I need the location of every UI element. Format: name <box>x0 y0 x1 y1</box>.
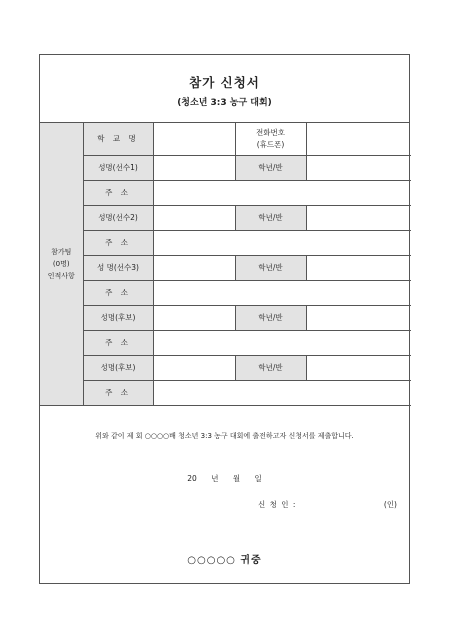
statement-text: 위와 같이 제 회 ○○○○배 청소년 3:3 농구 대회에 출전하고자 신청서를 제출합니다. <box>95 432 354 440</box>
player3-name-field[interactable] <box>153 255 235 280</box>
player1-name-label: 성명(선수1) <box>83 155 153 180</box>
player1-address-label: 주 소 <box>83 180 153 205</box>
sub1-grade-field[interactable] <box>306 305 411 330</box>
player3-name-label: 성 명(선수3) <box>83 255 153 280</box>
player2-name-label: 성명(선수2) <box>83 205 153 230</box>
sub2-name-field[interactable] <box>153 355 235 380</box>
seal-label: (인) <box>383 500 397 509</box>
sub1-name-field[interactable] <box>153 305 235 330</box>
application-form <box>39 54 410 584</box>
sub1-address-label: 주 소 <box>83 330 153 355</box>
player2-address-field[interactable] <box>153 230 411 255</box>
title-area <box>40 55 409 123</box>
player2-address-label: 주 소 <box>83 230 153 255</box>
player1-name-field[interactable] <box>153 155 235 180</box>
form-title: 참가 신청서 <box>189 75 260 90</box>
recipient-line: ○○○○○ 귀중 <box>187 555 262 566</box>
player2-name-field[interactable] <box>153 205 235 230</box>
applicant-label: 신 청 인 : <box>258 500 297 509</box>
sub1-address-field[interactable] <box>153 330 411 355</box>
sub1-name-label: 성명(후보) <box>83 305 153 330</box>
player1-grade-label: 학년/반 <box>235 155 306 180</box>
player1-grade-field[interactable] <box>306 155 411 180</box>
sub2-grade-label: 학년/반 <box>235 355 306 380</box>
player3-grade-field[interactable] <box>306 255 411 280</box>
player3-address-label: 주 소 <box>83 280 153 305</box>
sub2-address-label: 주 소 <box>83 380 153 405</box>
sub2-name-label: 성명(후보) <box>83 355 153 380</box>
participant-table <box>40 123 411 406</box>
date-line: 20 년 월 일 <box>187 474 262 483</box>
school-name-label: 학 교 명 <box>83 123 153 155</box>
sub2-grade-field[interactable] <box>306 355 411 380</box>
phone-label: 전화번호 (휴드폰) <box>235 123 306 155</box>
sub2-address-field[interactable] <box>153 380 411 405</box>
player3-address-field[interactable] <box>153 280 411 305</box>
team-info-label: 참가팀 (0명) 인적사항 <box>40 123 83 405</box>
player2-grade-label: 학년/반 <box>235 205 306 230</box>
school-name-field[interactable] <box>153 123 235 155</box>
player1-address-field[interactable] <box>153 180 411 205</box>
player3-grade-label: 학년/반 <box>235 255 306 280</box>
sub1-grade-label: 학년/반 <box>235 305 306 330</box>
phone-field[interactable] <box>306 123 411 155</box>
player2-grade-field[interactable] <box>306 205 411 230</box>
form-subtitle: (청소년 3:3 농구 대회) <box>177 98 272 108</box>
